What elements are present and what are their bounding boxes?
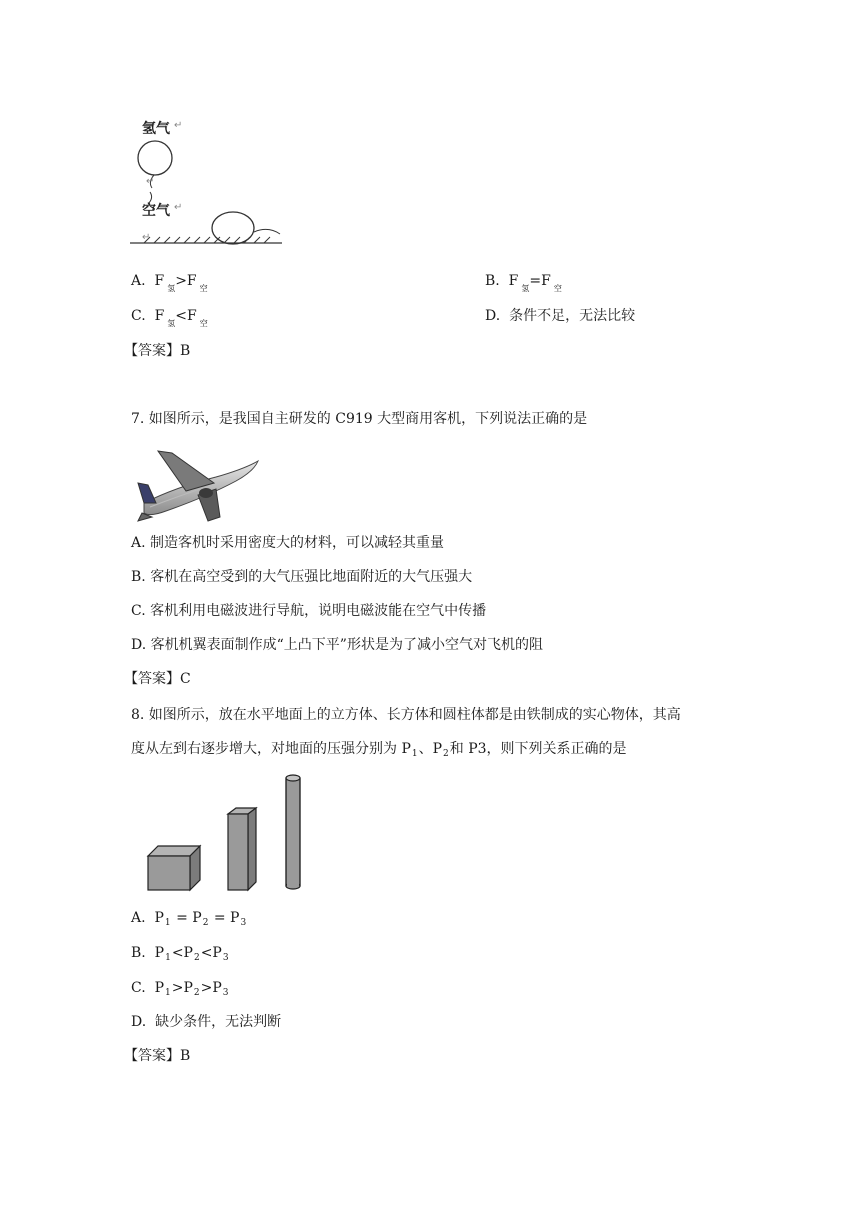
q7-option-c: C. 客机利用电磁波进行导航，说明电磁波能在空气中传播 <box>131 603 487 619</box>
q8-option-c: C. $P_1>P_2>P_3$ <box>131 980 229 998</box>
q6-option-c: C. F $_氢$<F $_空$ <box>131 308 208 328</box>
q8-stem-line2: 度从左到右逐步增大，对地面的压强分别为 $P_1$、$P_2$和 P3，则下列关系正确的是 <box>131 741 627 759</box>
q6-option-b: B. F $_氢$=F $_空$ <box>485 273 562 293</box>
paragraph-mark: ↵ <box>174 120 183 131</box>
paragraph-mark: ↵ <box>142 232 151 243</box>
q8-option-a: A. $P_1 = P_2 = P_3$ <box>131 910 247 928</box>
q7-option-b: B. 客机在高空受到的大气压强比地面附近的大气压强大 <box>131 569 473 585</box>
solids-figure <box>140 770 310 894</box>
q6-option-d: D. 条件不足，无法比较 <box>485 308 636 324</box>
q6-answer: 【答案】B <box>124 343 191 359</box>
q8-stem-line1: 8. 如图所示，放在水平地面上的立方体、长方体和圆柱体都是由铁制成的实心物体，其高 <box>131 707 681 723</box>
q8-option-d: D. 缺少条件，无法判断 <box>131 1014 282 1030</box>
hydrogen-label: 氢气 <box>142 121 170 137</box>
paragraph-mark: ↵ <box>146 176 155 187</box>
q7-stem: 7. 如图所示，是我国自主研发的 C919 大型商用客机，下列说法正确的是 <box>131 411 588 427</box>
paragraph-mark: ↵ <box>174 202 183 213</box>
c919-airplane-image <box>136 447 262 523</box>
q6-option-a: A. F $_氢$>F $_空$ <box>131 273 208 293</box>
q7-answer: 【答案】C <box>124 671 191 687</box>
q7-option-a: A. 制造客机时采用密度大的材料，可以减轻其重量 <box>131 535 445 551</box>
air-label: 空气 <box>142 203 170 219</box>
balloon-figure <box>130 110 290 250</box>
q8-answer: 【答案】B <box>124 1048 191 1064</box>
q7-option-d: D. 客机机翼表面制作成“上凸下平”形状是为了减小空气对飞机的阻 <box>131 637 543 653</box>
q8-option-b: B. $P_1<P_2<P_3$ <box>131 945 229 963</box>
